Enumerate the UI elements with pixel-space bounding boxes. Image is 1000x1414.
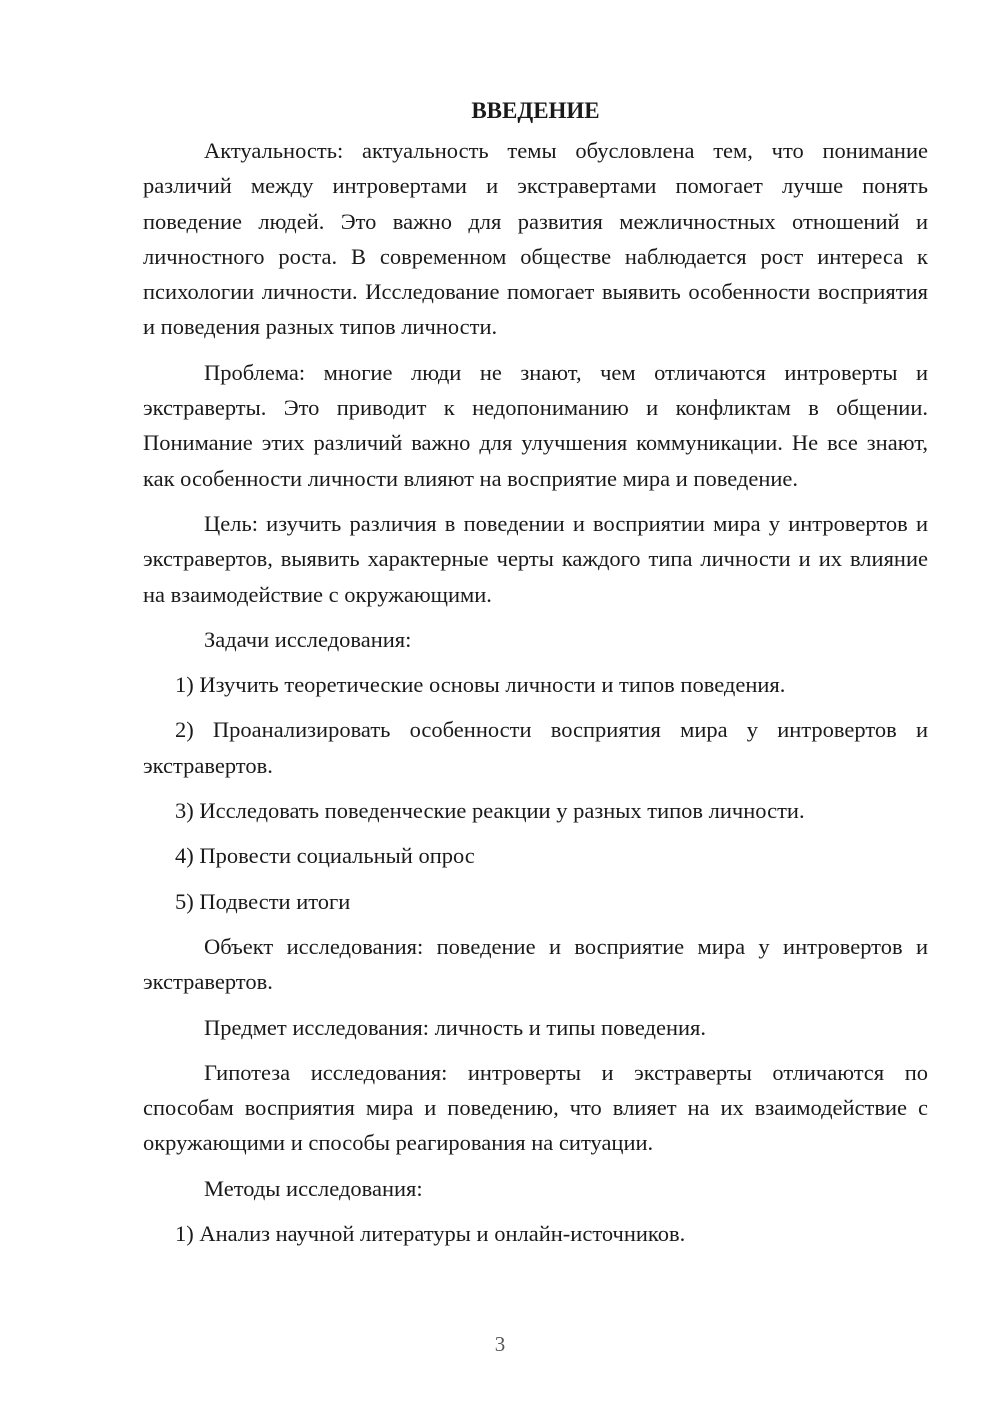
- document-page: [143, 93, 928, 1261]
- task-item: 4) Провести социальный опрос: [175, 843, 475, 869]
- tasks-heading: Задачи исследования:: [204, 626, 412, 652]
- page-number: 3: [494, 1332, 506, 1356]
- task-item: 2) Проанализировать особенности восприятия мира у интровертов и экстравертов.: [143, 717, 928, 778]
- problem-paragraph: Проблема: многие люди не знают, чем отличаются интроверты и экстраверты. Это приводит к недопониманию и конфликтам в общении. Понимание этих различий важно для улучшения коммуникации. Не все знают, как особенности личности влияют на восприятие мира и поведение.: [143, 359, 928, 491]
- relevance-paragraph: Актуальность: актуальность темы обусловлена тем, что понимание различий между интровертами и экстравертами помогает лучше понять поведение людей. Это важно для развития межличностных отношений и личностного роста. В современном обществе наблюдается рост интереса к психологии личности. Исследование помогает выявить особенности восприятия и поведения разных типов личности.: [143, 138, 928, 340]
- object-paragraph: Объект исследования: поведение и восприятие мира у интровертов и экстравертов.: [143, 933, 928, 995]
- task-item: 1) Изучить теоретические основы личности и типов поведения.: [175, 672, 786, 698]
- page-title: ВВЕДЕНИЕ: [471, 98, 600, 123]
- goal-paragraph: Цель: изучить различия в поведении и восприятии мира у интровертов и экстравертов, выявить характерные черты каждого типа личности и их влияние на взаимодействие с окружающими.: [143, 510, 928, 607]
- methods-heading: Методы исследования:: [204, 1175, 423, 1201]
- hypothesis-paragraph: Гипотеза исследования: интроверты и экстраверты отличаются по способам восприятия мира и поведению, что влияет на их взаимодействие с окружающими и способы реагирования на ситуации.: [143, 1059, 928, 1156]
- subject-paragraph: Предмет исследования: личность и типы поведения.: [204, 1014, 706, 1040]
- method-item: 1) Анализ научной литературы и онлайн-источников.: [175, 1221, 686, 1247]
- task-item: 5) Подвести итоги: [175, 888, 351, 914]
- task-item: 3) Исследовать поведенческие реакции у разных типов личности.: [175, 798, 805, 824]
